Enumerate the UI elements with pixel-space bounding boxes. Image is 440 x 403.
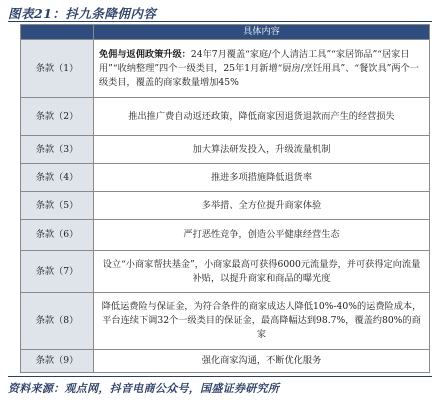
header-content-cell: 具体内容	[94, 25, 430, 40]
clause-label: 条款（6）	[21, 220, 94, 251]
clause-label: 条款（4）	[21, 164, 94, 192]
table-row	[21, 192, 430, 220]
clause-label: 条款（1）	[21, 40, 94, 98]
table-row	[21, 220, 430, 251]
table-row	[21, 251, 430, 293]
table-row	[21, 164, 430, 192]
clause-content: 加大算法研发投入，升级流量机制	[94, 136, 430, 164]
table-row	[21, 293, 430, 350]
figure-title: 图表21：抖九条降佣内容	[8, 6, 157, 21]
clause-label: 条款（8）	[21, 293, 94, 350]
clause-content: 降低运费险与保证金，为符合条件的商家成达人降低10%-40%的运费险成本，平台连续下调32个一级类目的保证金，最高降幅达到98.7%，覆盖约80%的商家	[94, 293, 430, 350]
clause-text: 24年7月覆盖“家庭/个人清洁工具”“家居饰品”“居家日用”“收纳整理”四个一级类目，25年1月新增“厨房/烹饪用具”、“餐饮具”两个一级类目，覆盖的商家数量增加45%	[99, 48, 419, 88]
clause-label: 条款（9）	[21, 350, 94, 373]
source-rule	[8, 376, 432, 377]
clause-label: 条款（5）	[21, 192, 94, 220]
clause-content: 设立“小商家帮扶基金”，小商家最高可获得6000元流量券，并可获得定向流量补贴，以提升商家和商品的曝光度	[94, 251, 430, 293]
clause-lead: 免佣与返佣政策升级：	[99, 48, 191, 60]
source-note: 资料来源：观点网，抖音电商公众号，国盛证券研究所	[8, 382, 280, 395]
table-row	[21, 350, 430, 373]
clause-content: 强化商家沟通，不断优化服务	[94, 350, 430, 373]
title-rule	[8, 21, 432, 22]
header-blank-cell	[21, 25, 94, 40]
table-row	[21, 40, 430, 98]
clause-content: 多举措、全方位提升商家体验	[94, 192, 430, 220]
clause-content: 推出推广费自动返还政策，降低商家因退货退款而产生的经营损失	[94, 98, 430, 136]
table-row	[21, 98, 430, 136]
clause-label: 条款（3）	[21, 136, 94, 164]
clause-content: 严打恶性竞争，创造公平健康经营生态	[94, 220, 430, 251]
clause-content: 推进多项措施降低退货率	[94, 164, 430, 192]
table-header-row	[21, 25, 430, 40]
clauses-table	[20, 24, 430, 373]
table-row	[21, 136, 430, 164]
clause-content	[94, 40, 430, 98]
clause-label: 条款（2）	[21, 98, 94, 136]
clause-label: 条款（7）	[21, 251, 94, 293]
